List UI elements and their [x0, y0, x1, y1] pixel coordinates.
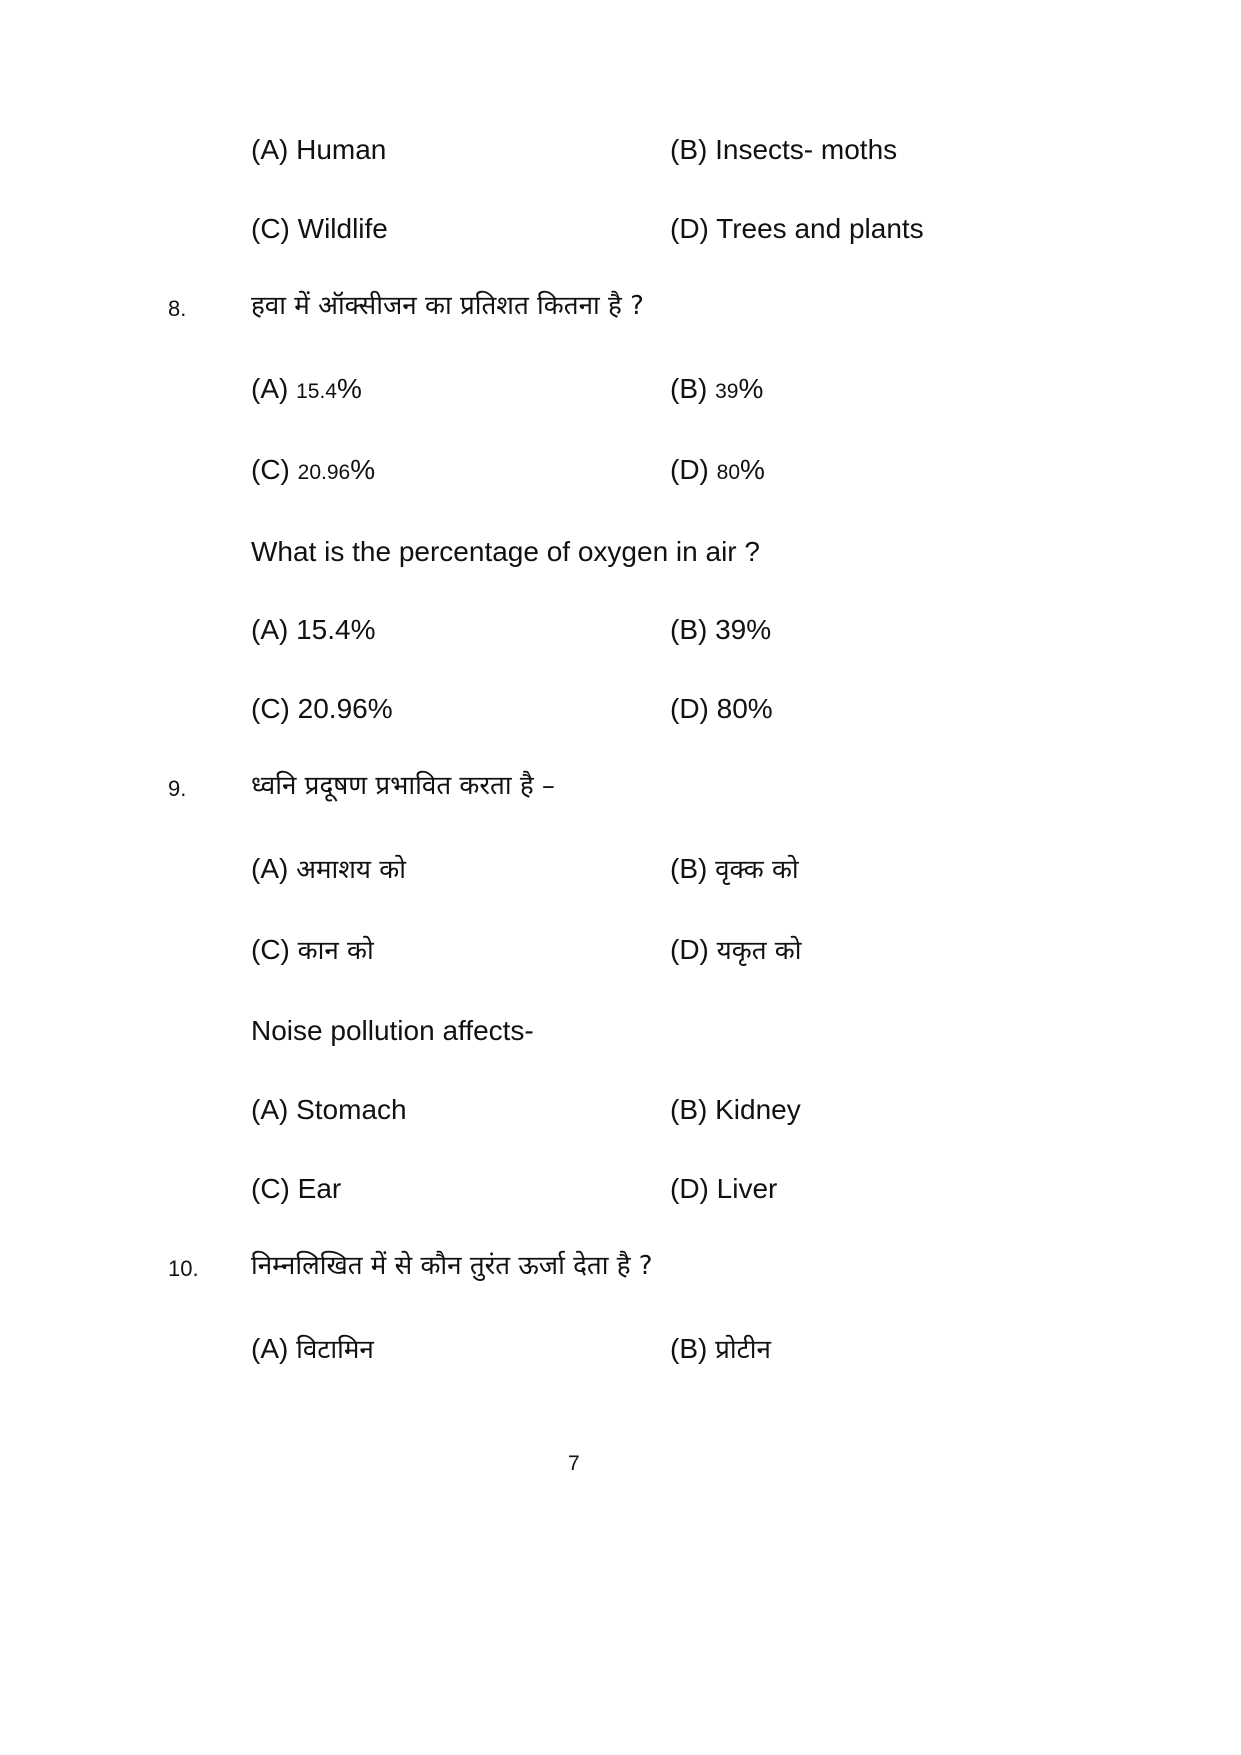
- option-prefix: (B): [670, 853, 716, 884]
- option-text: वृक्क को: [715, 855, 799, 885]
- q10-hindi-option-a: [251, 1335, 374, 1363]
- option-unit: %: [740, 454, 765, 485]
- option-value: 20.96: [297, 461, 351, 484]
- q9-hindi-question: ध्वनि प्रदूषण प्रभावित करता है –: [251, 771, 555, 801]
- q8-english-option-d: (D) 80%: [670, 693, 773, 724]
- option-prefix: (A): [251, 1333, 297, 1364]
- q8-hindi-option-c: [251, 456, 375, 484]
- q8-english-option-b: (B) 39%: [670, 614, 772, 645]
- option-text: विटामिन: [296, 1335, 374, 1365]
- q7-option-d: (D) Trees and plants: [670, 213, 924, 244]
- option-prefix: (D): [670, 934, 717, 965]
- q9-english-option-a: (A) Stomach: [251, 1094, 407, 1125]
- q9-english-option-d: (D) Liver: [670, 1173, 778, 1204]
- q10-number: 10.: [168, 1256, 199, 1281]
- q8-number: 8.: [168, 296, 187, 321]
- option-prefix: (C): [251, 454, 298, 485]
- option-text: कान को: [297, 936, 374, 966]
- q8-hindi-question: हवा में ऑक्सीजन का प्रतिशत कितना है ?: [251, 291, 644, 321]
- q7-option-b: (B) Insects- moths: [670, 134, 898, 165]
- q8-hindi-option-d: [670, 456, 765, 484]
- q9-hindi-option-c: [251, 936, 374, 964]
- option-prefix: (B): [670, 1333, 716, 1364]
- q8-english-option-c: (C) 20.96%: [251, 693, 393, 724]
- option-prefix: (D): [670, 454, 717, 485]
- q9-english-question: Noise pollution affects-: [251, 1015, 534, 1046]
- q9-english-option-b: (B) Kidney: [670, 1094, 801, 1125]
- option-value: 39: [715, 380, 739, 403]
- option-prefix: (C): [251, 934, 298, 965]
- q9-hindi-option-b: [670, 855, 799, 883]
- option-prefix: (A): [251, 373, 297, 404]
- option-prefix: (A): [251, 853, 297, 884]
- option-unit: %: [350, 454, 376, 485]
- option-value: 80: [716, 461, 741, 484]
- q9-hindi-option-a: [251, 855, 406, 883]
- q9-english-option-c: (C) Ear: [251, 1173, 342, 1204]
- q9-number: 9.: [168, 776, 187, 801]
- q9-hindi-option-d: [670, 936, 802, 964]
- q8-hindi-option-a: [251, 375, 362, 403]
- q10-hindi-question: निम्नलिखित में से कौन तुरंत ऊर्जा देता है ?: [251, 1251, 653, 1281]
- q7-option-c: (C) Wildlife: [251, 213, 388, 244]
- q7-option-a: (A) Human: [251, 134, 387, 165]
- option-text: प्रोटीन: [715, 1335, 771, 1365]
- q10-hindi-option-b: [670, 1335, 771, 1363]
- q8-hindi-option-b: [670, 375, 763, 403]
- option-unit: %: [738, 373, 764, 404]
- option-value: 15.4: [296, 380, 337, 403]
- q8-english-question: What is the percentage of oxygen in air ?: [251, 536, 760, 567]
- option-unit: %: [336, 373, 362, 404]
- page-number: 7: [568, 1452, 580, 1475]
- option-text: अमाशय को: [296, 855, 406, 885]
- option-text: यकृत को: [716, 936, 802, 966]
- q8-english-option-a: (A) 15.4%: [251, 614, 376, 645]
- option-prefix: (B): [670, 373, 716, 404]
